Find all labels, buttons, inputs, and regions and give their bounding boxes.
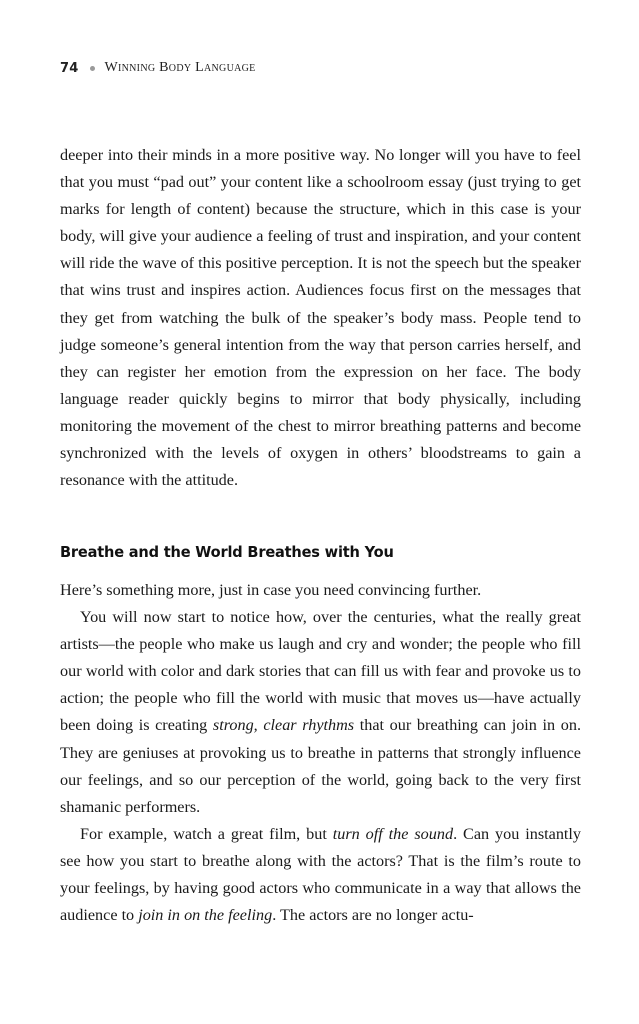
- section-heading: Breathe and the World Breathes with You: [60, 543, 394, 561]
- paragraph-1: deeper into their minds in a more positive way. No longer will you have to feel that you must “pad out” your content like a schoolroom essay (just trying to get marks for length of content) because the structure, which in this case is your body, will give your audience a feeling of trust and inspiration, and your content will ride the wave of this positive perception. It is not the speech but the speaker that wins trust and inspires action. Audiences focus first on the messages that they get from watching the bulk of the speaker’s body mass. People tend to judge someone’s general intention from the way that person carries herself, and they can register her emotion from the expression on her face. The body language reader quickly begins to mirror that body physically, including monitoring the movement of the chest to mirror breathing patterns and become synchronized with the levels of oxygen in others’ bloodstreams to gain a resonance with the attitude.: [60, 146, 581, 490]
- paragraph-2: Here’s something more, just in case you need convincing further.: [60, 581, 482, 599]
- page-number: 74: [60, 60, 79, 76]
- running-title: Winning Body Language: [104, 60, 256, 75]
- paragraph-4-italic-1: turn off the sound: [332, 824, 454, 843]
- paragraph-4-text-2: . Can you instantly see how you start to breathe along with the actors? That is the film’s route to your feelings, by having good actors who communicate in a way that allows the audience to: [60, 824, 581, 925]
- paragraph-4-italic-2: join in on the feeling: [138, 906, 273, 925]
- body-text-lower: [60, 577, 581, 929]
- paragraph-3-text-1: You will now start to notice how, over the centuries, what the really great artists—the people who make us laugh and cry and wonder; the people who fill our world with color and dark stories that can fill us with fear and provoke us to action; the people who fill the world with music that moves us—have actually been doing is creating: [60, 608, 581, 735]
- paragraph-4-text-3: . The actors are no longer actu-: [272, 906, 474, 925]
- running-header: [60, 58, 256, 78]
- paragraph-4-text-1: For example, watch a great film, but: [80, 824, 333, 843]
- paragraph-3-italic-1: strong, clear rhythms: [212, 716, 355, 735]
- body-text-upper: [60, 142, 581, 494]
- paragraph-3: [60, 604, 581, 821]
- bullet-separator-icon: [90, 66, 95, 71]
- paragraph-4: [60, 821, 581, 929]
- paragraph-3-text-2: that our breathing can join in on. They are geniuses at provoking us to breathe in patterns that strongly influence our feelings, and so our perception of the world, going back to the very first shamanic performers.: [60, 716, 581, 816]
